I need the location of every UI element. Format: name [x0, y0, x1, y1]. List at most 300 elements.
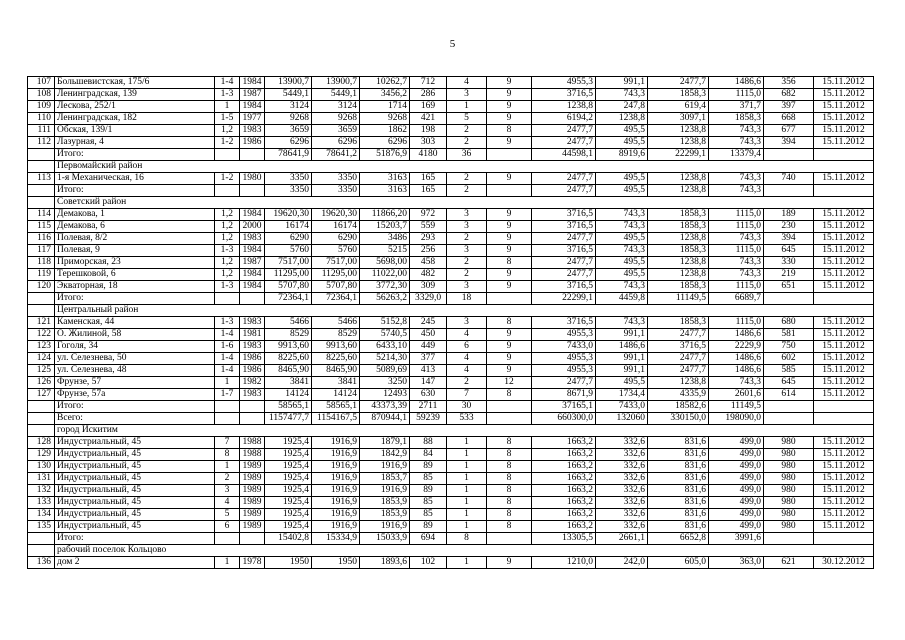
table-cell: 499,0	[709, 473, 764, 485]
table-cell: 1,2	[215, 269, 240, 281]
table-cell: 980	[764, 449, 814, 461]
table-cell: 102	[410, 557, 447, 569]
table-cell: 1,2	[215, 209, 240, 221]
table-cell: 1853,9	[360, 497, 410, 509]
table-cell: 11149,5	[709, 401, 764, 413]
table-cell: 1989	[240, 497, 265, 509]
table-cell: 1916,9	[312, 521, 360, 533]
table-cell: 8	[487, 449, 532, 461]
table-cell: 605,0	[648, 557, 709, 569]
table-cell: 5760	[265, 245, 312, 257]
table-cell: 2	[447, 233, 487, 245]
table-cell: 1925,4	[265, 473, 312, 485]
table-cell: 133	[28, 497, 55, 509]
table-cell: 114	[28, 209, 55, 221]
row-number-cell	[28, 305, 55, 317]
table-cell: 4	[447, 365, 487, 377]
table-cell: 1916,9	[312, 497, 360, 509]
table-cell: 3329,0	[410, 293, 447, 305]
table-cell: 2477,7	[648, 329, 709, 341]
table-cell: 131	[28, 473, 55, 485]
table-cell: 2477,7	[532, 137, 596, 149]
table-cell: 4955,3	[532, 77, 596, 89]
table-cell: Итого:	[55, 401, 215, 413]
table-cell: 740	[764, 173, 814, 185]
table-cell: 1916,9	[312, 437, 360, 449]
table-cell	[487, 149, 532, 161]
table-cell: 458	[410, 257, 447, 269]
table-cell: 130	[28, 461, 55, 473]
table-cell: 15.11.2012	[814, 509, 874, 521]
table-cell: 1,2	[215, 221, 240, 233]
table-cell: 2477,7	[532, 233, 596, 245]
table-cell: 3659	[312, 125, 360, 137]
table-cell: 743,3	[709, 269, 764, 281]
table-cell: 413	[410, 365, 447, 377]
table-cell: 9	[487, 101, 532, 113]
table-cell: 991,1	[596, 77, 648, 89]
table-cell	[814, 401, 874, 413]
table-cell: 8465,90	[312, 365, 360, 377]
table-cell: 1983	[240, 125, 265, 137]
table-cell: 495,5	[596, 257, 648, 269]
table-cell: 5	[215, 509, 240, 521]
table-cell: 1115,0	[709, 89, 764, 101]
table-cell: 110	[28, 113, 55, 125]
table-cell: 15.11.2012	[814, 209, 874, 221]
table-cell: 980	[764, 509, 814, 521]
table-cell: 3	[447, 221, 487, 233]
table-cell: 6689,7	[709, 293, 764, 305]
table-cell	[487, 413, 532, 425]
table-cell: 9	[487, 173, 532, 185]
table-cell	[240, 293, 265, 305]
table-cell: 111	[28, 125, 55, 137]
table-cell: 743,3	[596, 317, 648, 329]
table-cell: 8225,60	[312, 353, 360, 365]
table-cell: 15.11.2012	[814, 437, 874, 449]
table-cell: 8529	[312, 329, 360, 341]
table-cell: 991,1	[596, 365, 648, 377]
table-cell: 1	[447, 461, 487, 473]
table-cell: 831,6	[648, 485, 709, 497]
table-cell: 15.11.2012	[814, 329, 874, 341]
table-cell: 15.11.2012	[814, 245, 874, 257]
table-cell: 117	[28, 245, 55, 257]
table-cell: 8671,9	[532, 389, 596, 401]
table-cell: 8	[487, 509, 532, 521]
table-cell: 303	[410, 137, 447, 149]
table-cell: Приморская, 23	[55, 257, 215, 269]
table-cell: 15.11.2012	[814, 257, 874, 269]
table-cell: Ленинградская, 139	[55, 89, 215, 101]
table-cell	[764, 293, 814, 305]
section-title: Первомайский район	[55, 161, 874, 173]
total-row	[28, 185, 874, 197]
table-cell: 831,6	[648, 497, 709, 509]
table-cell: 1238,8	[648, 185, 709, 197]
table-cell: 1	[447, 497, 487, 509]
table-cell: 8	[487, 389, 532, 401]
table-cell: 1988	[240, 437, 265, 449]
table-cell: 18	[447, 293, 487, 305]
table-cell: 15.11.2012	[814, 389, 874, 401]
table-cell: 1714	[360, 101, 410, 113]
table-row	[28, 113, 874, 125]
table-cell: 30.12.2012	[814, 557, 874, 569]
table-cell	[487, 185, 532, 197]
table-cell: 8529	[265, 329, 312, 341]
table-cell: 22299,1	[648, 149, 709, 161]
table-cell: 6652,8	[648, 533, 709, 545]
table-cell: 332,6	[596, 437, 648, 449]
table-cell: 169	[410, 101, 447, 113]
table-cell: 3456,2	[360, 89, 410, 101]
section-header-row	[28, 305, 874, 317]
table-cell: 585	[764, 365, 814, 377]
table-cell: 712	[410, 77, 447, 89]
table-cell: 9	[487, 353, 532, 365]
table-cell: 3163	[360, 185, 410, 197]
table-cell: 831,6	[648, 521, 709, 533]
table-cell: 5449,1	[312, 89, 360, 101]
table-cell: 89	[410, 461, 447, 473]
table-cell: 5089,69	[360, 365, 410, 377]
table-cell: 743,3	[596, 209, 648, 221]
table-cell: 499,0	[709, 497, 764, 509]
table-cell: 12	[487, 377, 532, 389]
table-cell: 1	[215, 557, 240, 569]
table-cell: 1486,6	[709, 329, 764, 341]
section-header-row	[28, 161, 874, 173]
table-cell: 8225,60	[265, 353, 312, 365]
table-cell: Демакова, 6	[55, 221, 215, 233]
table-cell: Терешковой, 6	[55, 269, 215, 281]
table-cell: 3716,5	[532, 245, 596, 257]
table-cell: 245	[410, 317, 447, 329]
table-cell	[215, 413, 240, 425]
table-cell: 89	[410, 485, 447, 497]
table-cell: 377	[410, 353, 447, 365]
table-cell: 116	[28, 233, 55, 245]
table-cell: 1984	[240, 269, 265, 281]
table-cell: 1663,2	[532, 509, 596, 521]
table-cell: 72364,1	[312, 293, 360, 305]
table-row	[28, 497, 874, 509]
table-cell: 3	[447, 245, 487, 257]
row-number-cell	[28, 545, 55, 557]
table-cell: 6296	[312, 137, 360, 149]
table-cell: 3716,5	[532, 89, 596, 101]
table-cell: 4955,3	[532, 353, 596, 365]
table-cell: 22299,1	[532, 293, 596, 305]
table-cell: 58565,1	[265, 401, 312, 413]
table-cell: 30	[447, 401, 487, 413]
table-cell: 1-4	[215, 353, 240, 365]
table-cell: 15.11.2012	[814, 89, 874, 101]
table-cell: 1879,1	[360, 437, 410, 449]
table-cell: 1984	[240, 281, 265, 293]
table-row	[28, 269, 874, 281]
table-cell: 972	[410, 209, 447, 221]
table-cell: 3097,1	[648, 113, 709, 125]
table-cell: 1486,6	[709, 365, 764, 377]
table-cell: 1	[447, 509, 487, 521]
table-cell: 1-3	[215, 281, 240, 293]
table-cell: 15.11.2012	[814, 77, 874, 89]
table-cell: 1115,0	[709, 221, 764, 233]
table-cell: 115	[28, 221, 55, 233]
table-cell: 1916,9	[360, 485, 410, 497]
table-cell: 15033,9	[360, 533, 410, 545]
table-cell	[814, 413, 874, 425]
table-cell: 499,0	[709, 485, 764, 497]
table-cell: 1853,7	[360, 473, 410, 485]
table-row	[28, 521, 874, 533]
table-cell	[240, 185, 265, 197]
table-cell: 619,4	[648, 101, 709, 113]
table-cell: 991,1	[596, 353, 648, 365]
table-cell	[814, 185, 874, 197]
table-cell: 743,3	[709, 125, 764, 137]
table-cell: 1-5	[215, 113, 240, 125]
table-cell: 9	[487, 329, 532, 341]
table-cell: 1983	[240, 341, 265, 353]
table-cell: 332,6	[596, 497, 648, 509]
table-cell: 198090,0	[709, 413, 764, 425]
table-cell: 1842,9	[360, 449, 410, 461]
table-cell: 1,2	[215, 257, 240, 269]
table-cell: 980	[764, 485, 814, 497]
table-cell: 1	[447, 521, 487, 533]
table-cell: 743,3	[596, 245, 648, 257]
table-cell: 118	[28, 257, 55, 269]
table-cell: 1925,4	[265, 485, 312, 497]
table-cell: 59239	[410, 413, 447, 425]
table-cell: Ленинградская, 182	[55, 113, 215, 125]
table-cell: 1-4	[215, 329, 240, 341]
table-cell: Лескова, 252/1	[55, 101, 215, 113]
table-cell: 332,6	[596, 473, 648, 485]
table-cell: 668	[764, 113, 814, 125]
table-cell: 2477,7	[532, 269, 596, 281]
table-cell: 5740,5	[360, 329, 410, 341]
row-number-cell	[28, 161, 55, 173]
table-cell: 15.11.2012	[814, 365, 874, 377]
total-row	[28, 149, 874, 161]
table-row	[28, 353, 874, 365]
table-cell: 85	[410, 509, 447, 521]
table-cell: 165	[410, 185, 447, 197]
table-cell: 9	[487, 113, 532, 125]
table-cell: 4	[447, 353, 487, 365]
table-cell: 1157477,7	[265, 413, 312, 425]
table-cell: Каменская, 44	[55, 317, 215, 329]
table-cell: 134	[28, 509, 55, 521]
table-cell: 1	[447, 101, 487, 113]
section-header-row	[28, 425, 874, 437]
table-cell: 743,3	[596, 281, 648, 293]
table-cell: 743,3	[709, 137, 764, 149]
table-cell: 3	[447, 89, 487, 101]
section-header-row	[28, 545, 874, 557]
table-cell: 10262,7	[360, 77, 410, 89]
table-cell: 3716,5	[648, 341, 709, 353]
table-cell: 2	[447, 185, 487, 197]
table-cell: 1115,0	[709, 209, 764, 221]
table-cell: 2477,7	[648, 353, 709, 365]
table-cell: 6433,10	[360, 341, 410, 353]
table-cell: 3841	[265, 377, 312, 389]
table-cell: 256	[410, 245, 447, 257]
table-cell	[814, 149, 874, 161]
table-cell: 831,6	[648, 437, 709, 449]
table-cell: 15.11.2012	[814, 377, 874, 389]
table-cell: 6194,2	[532, 113, 596, 125]
table-cell: 1,2	[215, 233, 240, 245]
table-row	[28, 365, 874, 377]
table-cell: 309	[410, 281, 447, 293]
table-cell: 3716,5	[532, 317, 596, 329]
table-cell: 15.11.2012	[814, 113, 874, 125]
table-cell: 8	[487, 317, 532, 329]
table-cell: 15.11.2012	[814, 101, 874, 113]
total-row	[28, 293, 874, 305]
table-cell: 3841	[312, 377, 360, 389]
table-cell: 1-4	[215, 77, 240, 89]
table-row	[28, 317, 874, 329]
table-cell: 1115,0	[709, 245, 764, 257]
table-cell: 980	[764, 437, 814, 449]
table-cell	[28, 185, 55, 197]
table-cell: 9	[487, 209, 532, 221]
table-cell: 15.11.2012	[814, 137, 874, 149]
table-cell: 85	[410, 497, 447, 509]
table-cell	[764, 185, 814, 197]
table-cell: 332,6	[596, 461, 648, 473]
table-cell: 5449,1	[265, 89, 312, 101]
table-cell: Большевистская, 175/6	[55, 77, 215, 89]
table-cell: 9	[487, 269, 532, 281]
table-cell: 1984	[240, 209, 265, 221]
table-row	[28, 125, 874, 137]
table-cell: 1925,4	[265, 509, 312, 521]
table-cell: 1858,3	[648, 221, 709, 233]
table-cell: 1115,0	[709, 281, 764, 293]
table-cell: Индустриальный, 45	[55, 497, 215, 509]
table-cell: 1486,6	[709, 77, 764, 89]
table-row	[28, 245, 874, 257]
table-cell: ул. Селезнева, 50	[55, 353, 215, 365]
table-cell: 11866,20	[360, 209, 410, 221]
table-row	[28, 221, 874, 233]
table-cell	[28, 149, 55, 161]
table-cell: Итого:	[55, 293, 215, 305]
table-cell: 3	[447, 317, 487, 329]
table-cell: 7433,0	[596, 401, 648, 413]
table-cell: 1	[447, 449, 487, 461]
table-cell: 991,1	[596, 329, 648, 341]
table-cell: 4	[215, 497, 240, 509]
table-cell: 15.11.2012	[814, 233, 874, 245]
table-cell: 831,6	[648, 473, 709, 485]
table-cell: 1980	[240, 173, 265, 185]
table-cell: 15.11.2012	[814, 485, 874, 497]
table-cell: 14124	[265, 389, 312, 401]
table-cell: 1-7	[215, 389, 240, 401]
table-cell: 495,5	[596, 173, 648, 185]
table-cell: 2477,7	[532, 257, 596, 269]
table-cell: 12493	[360, 389, 410, 401]
table-cell: 1238,8	[648, 137, 709, 149]
table-cell: 2	[447, 257, 487, 269]
table-cell: 332,6	[596, 449, 648, 461]
table-cell: 1916,9	[360, 461, 410, 473]
table-cell	[28, 413, 55, 425]
table-cell: 621	[764, 557, 814, 569]
table-cell: 3716,5	[532, 281, 596, 293]
table-cell: 1238,8	[532, 101, 596, 113]
table-cell: 421	[410, 113, 447, 125]
table-cell: 680	[764, 317, 814, 329]
table-cell: 13900,7	[312, 77, 360, 89]
table-cell: 1989	[240, 509, 265, 521]
table-cell: 1916,9	[312, 449, 360, 461]
table-cell: 1989	[240, 461, 265, 473]
table-row	[28, 281, 874, 293]
table-cell: 7517,00	[312, 257, 360, 269]
table-cell: 1154167,5	[312, 413, 360, 425]
table-cell: 3163	[360, 173, 410, 185]
table-cell: 9913,60	[265, 341, 312, 353]
table-cell: 1989	[240, 521, 265, 533]
table-cell: 128	[28, 437, 55, 449]
table-cell: 499,0	[709, 461, 764, 473]
table-cell: 1238,8	[596, 113, 648, 125]
table-cell: 16174	[265, 221, 312, 233]
table-cell: 450	[410, 329, 447, 341]
table-cell: 15.11.2012	[814, 497, 874, 509]
table-cell: 394	[764, 137, 814, 149]
table-cell: 495,5	[596, 233, 648, 245]
table-cell: 7433,0	[532, 341, 596, 353]
table-cell	[215, 185, 240, 197]
table-row	[28, 89, 874, 101]
table-cell: Полевая, 9	[55, 245, 215, 257]
table-cell: 1986	[240, 353, 265, 365]
table-cell: Всего:	[55, 413, 215, 425]
table-cell: 980	[764, 497, 814, 509]
table-cell: 1986	[240, 365, 265, 377]
table-cell: 11022,00	[360, 269, 410, 281]
table-cell: 1988	[240, 449, 265, 461]
table-cell: Итого:	[55, 533, 215, 545]
table-cell: 1858,3	[648, 245, 709, 257]
table-cell: 1925,4	[265, 521, 312, 533]
table-cell: 1663,2	[532, 497, 596, 509]
table-cell: 1987	[240, 89, 265, 101]
table-cell: 495,5	[596, 125, 648, 137]
table-cell: 43373,39	[360, 401, 410, 413]
table-cell: 119	[28, 269, 55, 281]
table-cell: 1238,8	[648, 377, 709, 389]
table-cell: Итого:	[55, 149, 215, 161]
table-cell: 15.11.2012	[814, 353, 874, 365]
table-cell: 127	[28, 389, 55, 401]
table-cell: 495,5	[596, 377, 648, 389]
table-cell: 11295,00	[312, 269, 360, 281]
row-number-cell	[28, 425, 55, 437]
